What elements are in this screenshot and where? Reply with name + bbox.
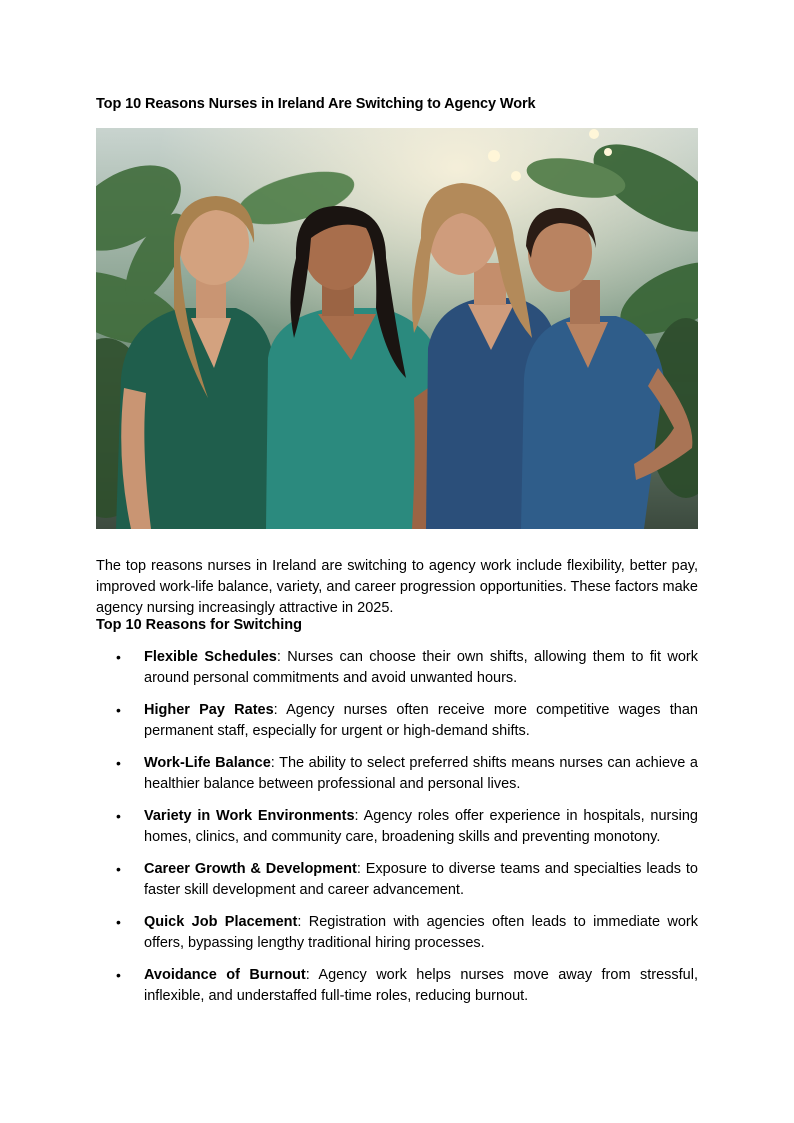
- reason-term: Higher Pay Rates: [144, 702, 274, 718]
- list-item: [96, 859, 698, 901]
- reason-term: Work-Life Balance: [144, 755, 271, 771]
- intro-paragraph: The top reasons nurses in Ireland are switching to agency work include flexibility, better pay, improved work-life balance, variety, and career progression opportunities. These factors make agency nursing increasingly attractive in 2025.: [96, 557, 698, 616]
- list-item: [96, 700, 698, 742]
- list-item: [96, 753, 698, 795]
- reason-term: Quick Job Placement: [144, 914, 298, 930]
- list-item: [96, 806, 698, 848]
- reason-text: : The ability to select preferred shifts means nurses can achieve a healthier balance between professional and personal lives.: [144, 755, 698, 792]
- bullet-icon: •: [116, 914, 121, 930]
- reason-text: : Agency nurses often receive more competitive wages than permanent staff, especially for urgent or high-demand shifts.: [144, 702, 698, 739]
- reasons-list: [96, 647, 698, 1018]
- bullet-icon: •: [116, 702, 121, 718]
- reason-text: : Registration with agencies often leads to immediate work offers, bypassing lengthy traditional hiring processes.: [144, 914, 698, 951]
- reason-term: Flexible Schedules: [144, 649, 277, 665]
- reason-text: : Exposure to diverse teams and specialties leads to faster skill development and career advancement.: [144, 861, 698, 898]
- reason-term: Avoidance of Burnout: [144, 967, 306, 983]
- nurses-photo: [96, 128, 698, 529]
- list-item: [96, 912, 698, 954]
- photo-of-four-nurses-icon: [96, 128, 698, 529]
- reason-text: : Agency roles offer experience in hospitals, nursing homes, clinics, and community care, broadening skills and preventing monotony.: [144, 808, 698, 845]
- bullet-icon: •: [116, 755, 121, 771]
- reason-term: Variety in Work Environments: [144, 808, 355, 824]
- bullet-icon: •: [116, 808, 121, 824]
- bullet-icon: •: [116, 861, 121, 877]
- list-item: [96, 965, 698, 1007]
- section-heading: Top 10 Reasons for Switching: [96, 617, 302, 633]
- list-item: [96, 647, 698, 689]
- bullet-icon: •: [116, 967, 121, 983]
- page-title: Top 10 Reasons Nurses in Ireland Are Switching to Agency Work: [96, 96, 536, 112]
- bullet-icon: •: [116, 649, 121, 665]
- reason-text: : Agency work helps nurses move away from stressful, inflexible, and understaffed full-time roles, reducing burnout.: [144, 967, 698, 1004]
- reason-text: : Nurses can choose their own shifts, allowing them to fit work around personal commitments and avoid unwanted hours.: [144, 649, 698, 686]
- reason-term: Career Growth & Development: [144, 861, 357, 877]
